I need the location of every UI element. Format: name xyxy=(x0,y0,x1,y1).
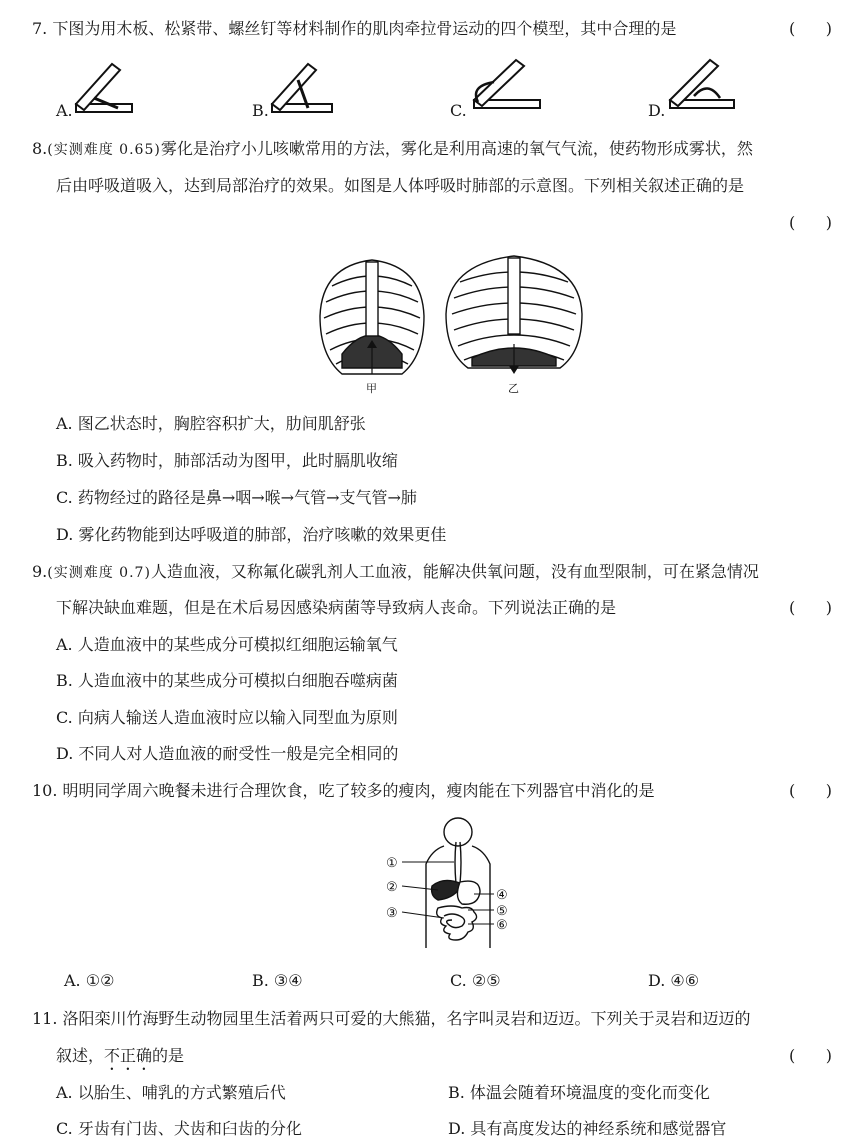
q7-option-a-label: A. xyxy=(56,101,73,120)
q9-option-c: C. 向病人输送人造血液时应以输入同型血为原则 xyxy=(56,708,398,727)
q9-stem-line2: 下解决缺血难题，但是在术后易因感染病菌等导致病人丧命。下列说法正确的是 xyxy=(56,598,617,617)
q8-stem-text: 雾化是治疗小儿咳嗽常用的方法，雾化是利用高速的氧气气流，使药物形成雾状，然 xyxy=(160,139,753,158)
q11-stem-line1: 11. 洛阳栾川竹海野生动物园里生活着两只可爱的大熊猫，名字叫灵岩和迈迈。下列关于灵岩和迈迈的 xyxy=(32,1009,751,1028)
q11-option-b: B. 体温会随着环境温度的变化而变化 xyxy=(448,1083,710,1102)
q8-option-c: C. 药物经过的路径是鼻→咽→喉→气管→支气管→肺 xyxy=(56,488,417,507)
q8-lung-figure xyxy=(312,246,592,398)
q8-difficulty: (实测难度 0.65) xyxy=(47,142,161,158)
q7-option-d-label: D. xyxy=(648,101,666,120)
q9-difficulty: (实测难度 0.7) xyxy=(47,565,151,581)
q10-digestive-figure xyxy=(382,812,518,954)
q10-option-a: A. ①② xyxy=(64,971,115,990)
q8-option-b: B. 吸入药物时，肺部活动为图甲，此时膈肌收缩 xyxy=(56,451,398,470)
q7-option-c-label: C. xyxy=(450,101,467,120)
q7-model-b-figure xyxy=(268,58,338,114)
q10-option-b: B. ③④ xyxy=(252,971,303,990)
q9-answer-paren: ( ) xyxy=(789,598,832,617)
q9-stem-text: 人造血液，又称氟化碳乳剂人工血液，能解决供氧问题，没有血型限制，可在紧急情况 xyxy=(150,562,759,581)
q7-answer-paren: ( ) xyxy=(789,19,832,38)
q11-option-d: D. 具有高度发达的神经系统和感觉器官 xyxy=(448,1119,727,1138)
q8-stem-line2: 后由呼吸道吸入，达到局部治疗的效果。如图是人体呼吸时肺部的示意图。下列相关叙述正确的是 xyxy=(56,176,745,195)
q7-model-c-figure xyxy=(466,56,546,114)
q11-stem-prefix: 叙述， xyxy=(56,1046,105,1065)
q10-stem: 10. 明明同学周六晚餐未进行合理饮食，吃了较多的瘦肉，瘦肉能在下列器官中消化的是 xyxy=(32,781,655,800)
q9-stem-line1 xyxy=(32,561,759,584)
q10-answer-paren: ( ) xyxy=(789,781,832,800)
q9-option-d: D. 不同人对人造血液的耐受性一般是完全相同的 xyxy=(56,744,399,763)
digestive-label-3: ③ xyxy=(386,906,398,921)
q9-option-a: A. 人造血液中的某些成分可模拟红细胞运输氧气 xyxy=(56,635,398,654)
digestive-label-1: ① xyxy=(386,856,398,871)
q11-stem-suffix: 的是 xyxy=(152,1046,185,1065)
label-jia: 甲 xyxy=(366,382,377,395)
q8-option-d: D. 雾化药物能到达呼吸道的肺部，治疗咳嗽的效果更佳 xyxy=(56,525,447,544)
q11-stem-line2 xyxy=(56,1045,184,1074)
q11-option-c: C. 牙齿有门齿、犬齿和臼齿的分化 xyxy=(56,1119,302,1138)
q10-option-d: D. ④⑥ xyxy=(648,971,700,990)
q11-answer-paren: ( ) xyxy=(789,1046,832,1065)
digestive-label-5: ⑤ xyxy=(496,904,508,919)
q8-answer-paren: ( ) xyxy=(789,213,832,232)
digestive-label-2: ② xyxy=(386,880,398,895)
q11-option-a: A. 以胎生、哺乳的方式繁殖后代 xyxy=(56,1083,286,1102)
digestive-label-4: ④ xyxy=(496,888,508,903)
digestive-label-6: ⑥ xyxy=(496,918,508,933)
q11-stem-emphasis: 不正确 xyxy=(104,1046,153,1065)
q8-number: 8. xyxy=(32,139,48,158)
q8-option-a: A. 图乙状态时，胸腔容积扩大，肋间肌舒张 xyxy=(56,414,366,433)
q8-stem-line1 xyxy=(32,138,753,161)
q9-number: 9. xyxy=(32,562,48,581)
q10-option-c: C. ②⑤ xyxy=(450,971,501,990)
q7-stem: 7. 下图为用木板、松紧带、螺丝钉等材料制作的肌肉牵拉骨运动的四个模型，其中合理的是 xyxy=(32,19,677,38)
q7-model-d-figure xyxy=(664,56,740,114)
q7-model-a-figure xyxy=(72,58,142,114)
q9-option-b: B. 人造血液中的某些成分可模拟白细胞吞噬病菌 xyxy=(56,671,398,690)
label-yi: 乙 xyxy=(508,382,519,395)
q7-option-b-label: B. xyxy=(252,101,269,120)
